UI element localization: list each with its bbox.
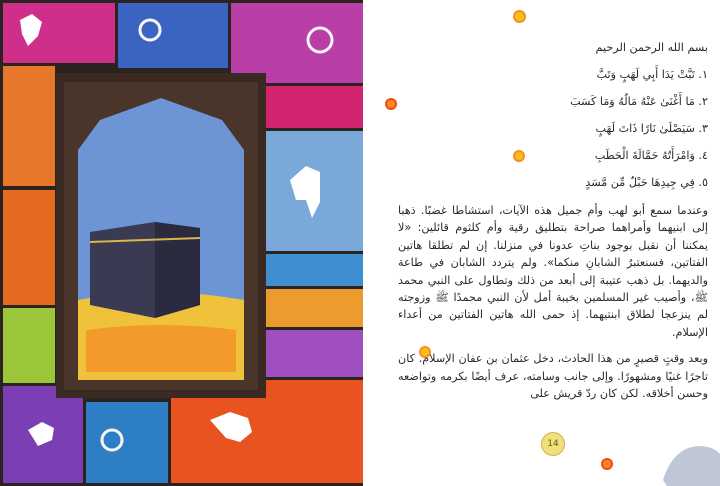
verse-line: ١. تَبَّتْ يَدَا أَبِي لَهَبٍ وَتَبَّ <box>596 68 708 81</box>
basmala: بسم الله الرحمن الرحيم <box>595 41 708 54</box>
verse-line: ٤. وَامْرَأَتُهُ حَمَّالَةَ الْحَطَبِ <box>594 149 708 162</box>
verse-line: ٥. فِي جِيدِهَا حَبْلٌ مِّن مَّسَدٍ <box>585 176 708 189</box>
page-number: 14 <box>541 432 565 456</box>
paragraph: وبعد وقتٍ قصيرٍ من هذا الحادث، دخل عثمان بن عفان الإسلام. كان تاجرًا غنيًا ومشهورًا. وإلى جانب وسامته، عرف أيضًا بكرمه وتواضعه وحسن أخلاقه. لكن كان ردّ قريش على <box>398 352 708 401</box>
decorative-blob-icon <box>653 440 720 486</box>
verse-line: ٣. سَيَصْلَىٰ نَارًا ذَاتَ لَهَبٍ <box>595 122 708 135</box>
decorative-star-icon <box>387 100 395 108</box>
page-text <box>398 40 708 402</box>
paragraph: وعندما سمع أبو لهب وأم جميل هذه الآيات، استشاطا غضبًا. ذهبا إلى ابنيهما وأمراهما صراحة بتطليق رقية وأم كلثوم قائلين: «لا يمكننا أن نقبل بوجود بناتِ عدونا في منزلنا. إن لم تطلقا هاتين الفتاتين، فسنعتبرُ الشابانِ منكما». ولم يتردد الشابان في طاعة والديهما. بل ذهب عتيبة إلى أبعد من ذلك وتطاول على النبي محمد ﷺ، وأصيب غير المسلمين بخيبة أمل لأن النبي محمدًا ﷺ وزوجته لم ينزعجا لطلاق ابنتيهما. إذ حمى الله هاتين الفتاتين من أعداء الإسلام. <box>398 204 708 339</box>
decorative-star-icon <box>515 12 524 21</box>
verse-line: ٢. مَا أَغْنَىٰ عَنْهُ مَالُهُ وَمَا كَسَبَ <box>570 95 708 108</box>
decorative-star-icon <box>603 460 611 468</box>
text-page <box>363 0 720 486</box>
